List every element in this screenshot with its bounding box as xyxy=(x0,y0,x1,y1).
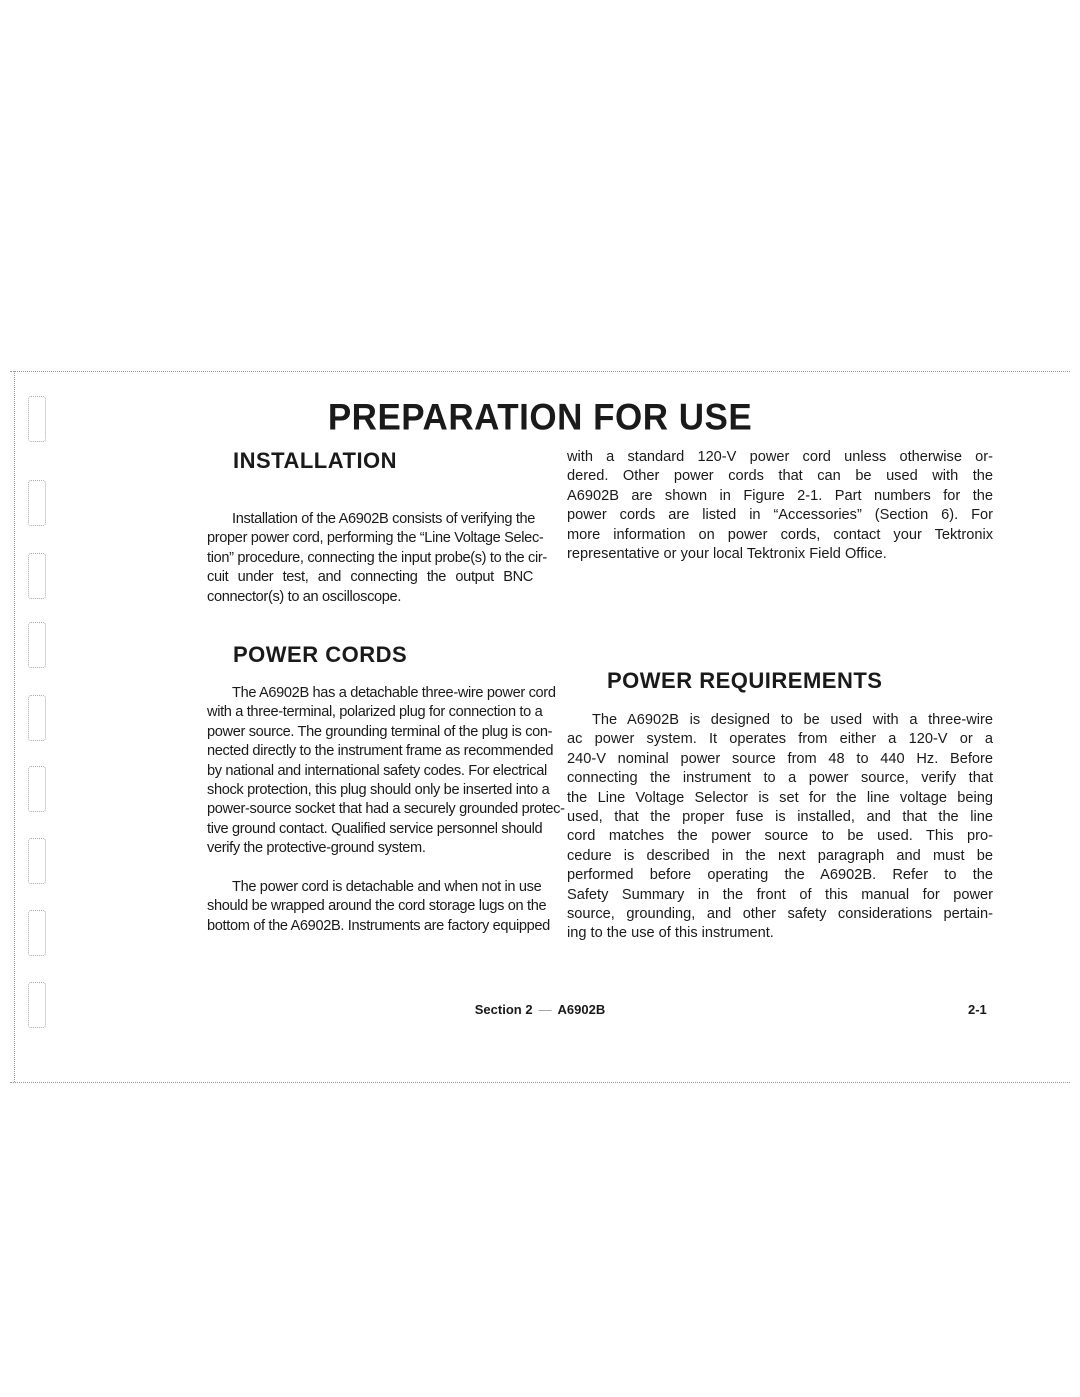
binder-hole xyxy=(28,838,46,884)
text-line: should be wrapped around the cord storage lugs on the xyxy=(207,898,547,915)
text-line: The A6902B is designed to be used with a three-wire xyxy=(592,712,993,728)
text-line: power source. The grounding terminal of the plug is con- xyxy=(207,723,553,740)
text-line: Installation of the A6902B consists of verifying the xyxy=(232,511,536,527)
text-line: with a standard 120-V power cord unless otherwise or- xyxy=(567,449,993,465)
text-line: Safety Summary in the front of this manual for power xyxy=(567,886,993,903)
text-line: used, that the proper fuse is installed, and that the line xyxy=(567,808,993,825)
footer-model: A6902B xyxy=(557,1002,606,1017)
footer-section xyxy=(0,1002,1080,1017)
text-line: connecting the instrument to a power source, verify that xyxy=(567,770,993,787)
text-line: A6902B are shown in Figure 2-1. Part numbers for the xyxy=(567,487,993,504)
page-number: 2-1 xyxy=(968,1002,987,1017)
power-cords-paragraph-2-continued xyxy=(567,448,993,564)
text-line: power cords are listed in “Accessories” (Section 6). For xyxy=(567,507,993,524)
text-line: by national and international safety codes. For electrical xyxy=(207,762,547,779)
text-line: connector(s) to an oscilloscope. xyxy=(207,588,402,605)
power-cords-paragraph-1 xyxy=(207,684,565,859)
power-requirements-paragraph xyxy=(567,711,993,944)
text-line: representative or your local Tektronix Field Office. xyxy=(567,545,887,562)
binder-hole xyxy=(28,622,46,668)
installation-heading: INSTALLATION xyxy=(233,448,398,473)
power-requirements-heading: POWER REQUIREMENTS xyxy=(607,668,883,693)
text-line: power-source socket that had a securely grounded protec- xyxy=(207,801,565,818)
footer-section-label: Section 2 xyxy=(474,1002,533,1017)
text-line: performed before operating the A6902B. Refer to the xyxy=(567,867,993,884)
binder-hole xyxy=(28,553,46,599)
page-border-top xyxy=(10,371,1070,372)
text-line: bottom of the A6902B. Instruments are factory equipped xyxy=(207,917,550,934)
installation-paragraph xyxy=(207,510,547,607)
page-border-bottom xyxy=(10,1082,1070,1083)
text-line: source, grounding, and other safety considerations pertain- xyxy=(567,905,993,922)
power-cords-heading: POWER CORDS xyxy=(233,642,408,667)
binder-hole xyxy=(28,910,46,956)
page-border-left xyxy=(14,371,15,1082)
text-line: shock protection, this plug should only be inserted into a xyxy=(207,781,550,798)
text-line: 240-V nominal power source from 48 to 440 Hz. Before xyxy=(567,750,993,767)
text-line: proper power cord, performing the “Line Voltage Selec- xyxy=(207,530,544,547)
text-line: dered. Other power cords that can be used with the xyxy=(567,468,993,485)
text-line: with a three-terminal, polarized plug for connection to a xyxy=(207,704,543,721)
text-line: The A6902B has a detachable three-wire power cord xyxy=(232,685,556,701)
text-line: ac power system. It operates from either a 120-V or a xyxy=(567,731,993,748)
text-line: cedure is described in the next paragraph and must be xyxy=(567,847,993,864)
text-line: verify the protective-ground system. xyxy=(207,840,426,857)
text-line: more information on power cords, contact your Tektronix xyxy=(567,526,993,543)
text-line: nected directly to the instrument frame as recommended xyxy=(207,743,554,760)
text-line: The power cord is detachable and when not in use xyxy=(232,879,542,895)
text-line: tion” procedure, connecting the input probe(s) to the cir- xyxy=(207,549,547,566)
binder-hole xyxy=(28,766,46,812)
binder-hole xyxy=(28,480,46,526)
text-line: ing to the use of this instrument. xyxy=(567,925,774,942)
text-line: tive ground contact. Qualified service personnel should xyxy=(207,820,543,837)
power-cords-paragraph-2 xyxy=(207,878,550,936)
text-line: cuit under test, and connecting the output BNC xyxy=(207,569,533,586)
footer-dash: — xyxy=(538,1002,552,1017)
text-line: the Line Voltage Selector is set for the line voltage being xyxy=(567,789,993,806)
binder-hole xyxy=(28,695,46,741)
page-title: PREPARATION FOR USE xyxy=(327,397,753,438)
text-line: cord matches the power source to be used. This pro- xyxy=(567,828,993,845)
